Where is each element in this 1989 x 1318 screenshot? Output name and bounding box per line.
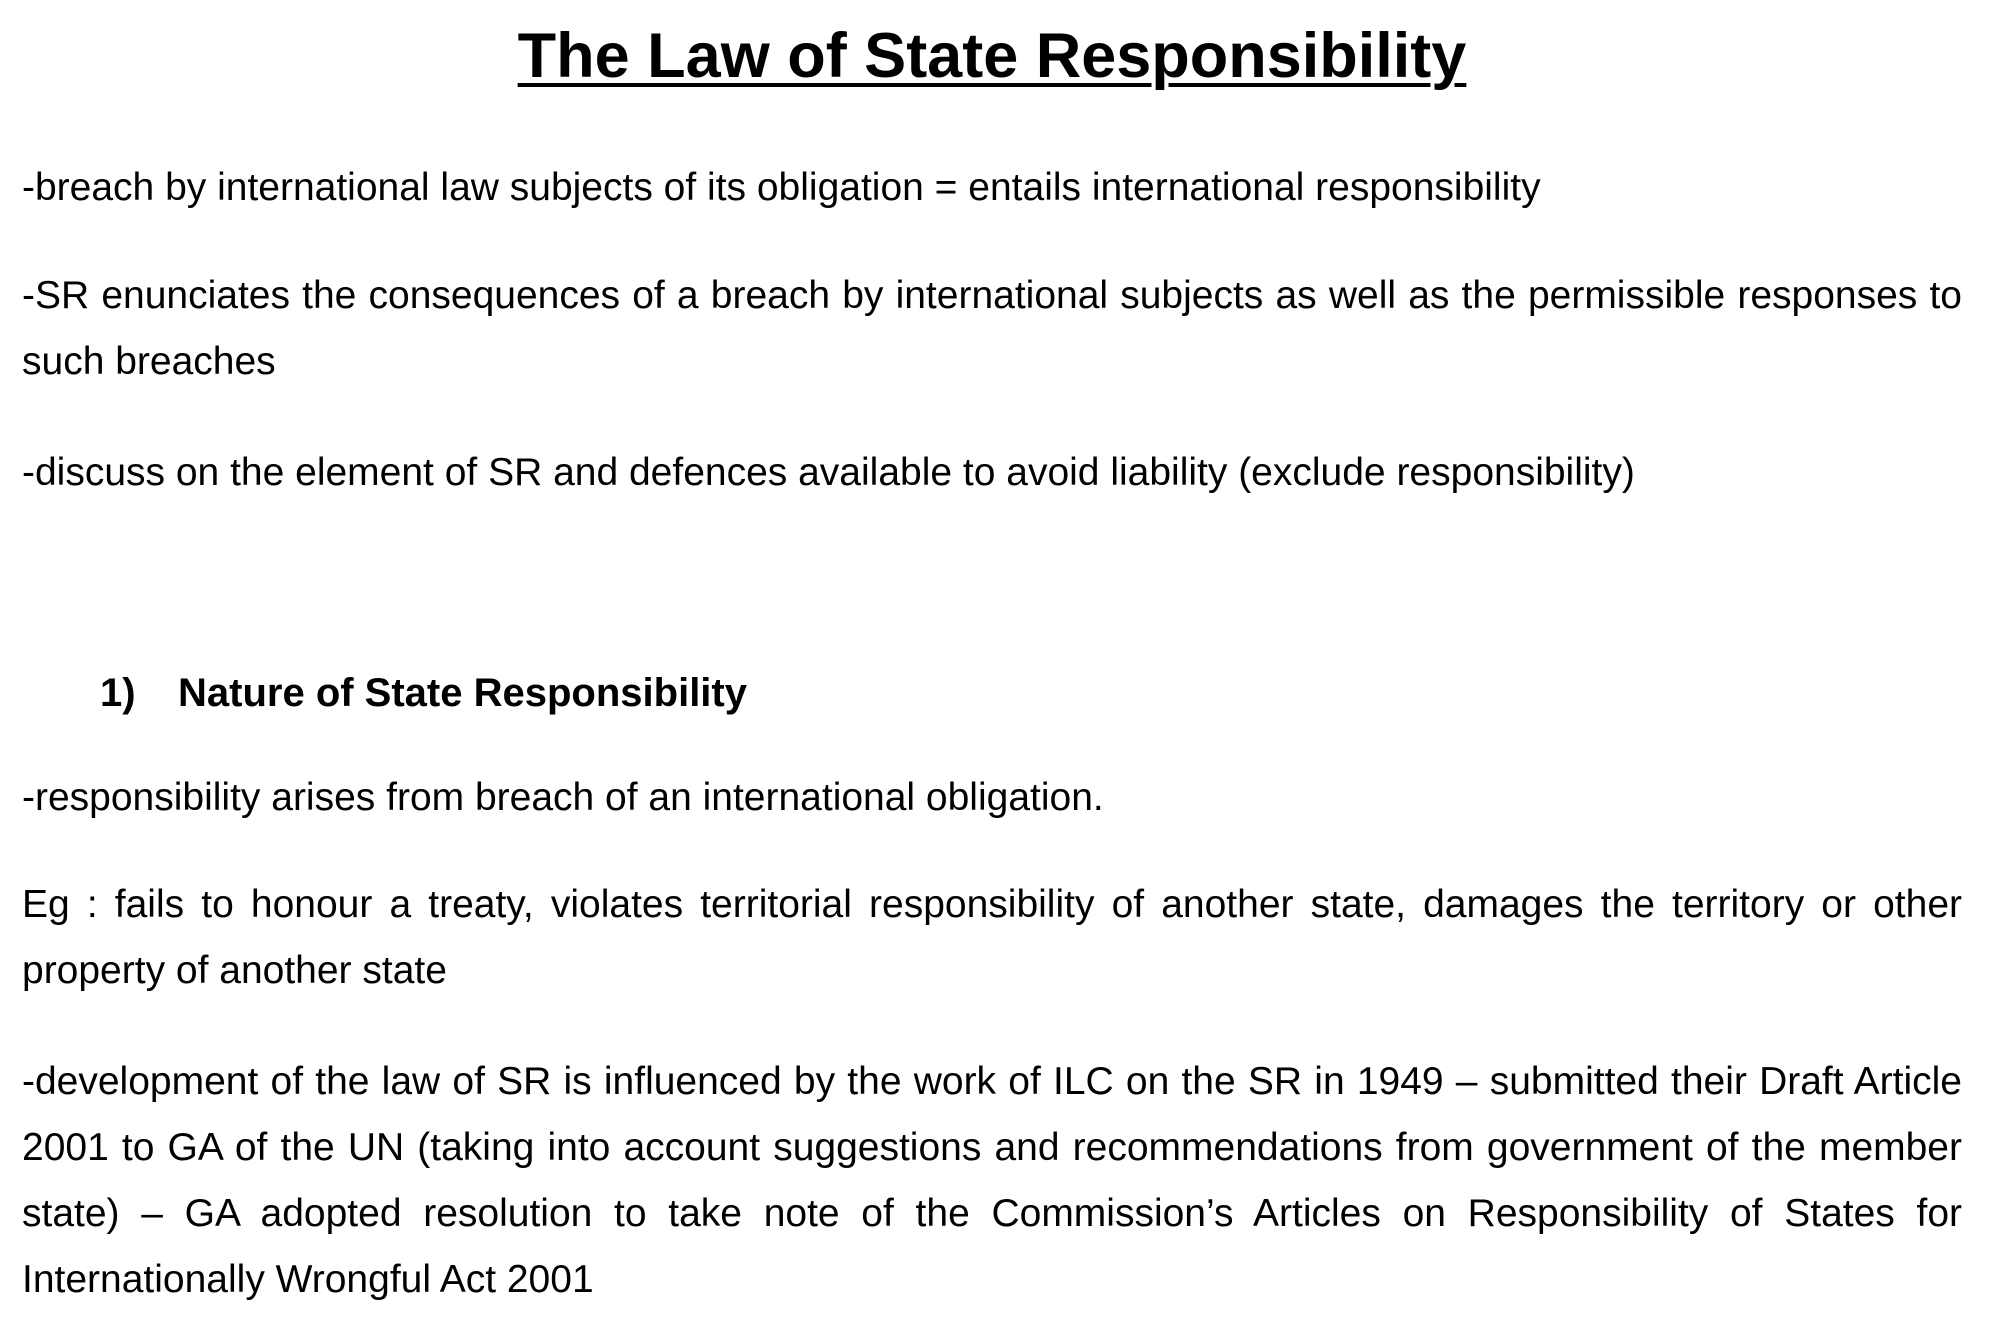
intro-paragraph-breach: -breach by international law subjects of its obligation = entails international responsibility	[22, 166, 1541, 209]
intro-paragraph-consequences: -SR enunciates the consequences of a breach by international subjects as well as the permissible responses to such breaches	[22, 274, 1962, 383]
document-page	[22, 0, 1962, 1318]
section-heading-nature	[100, 660, 747, 726]
section-number: 1)	[100, 671, 136, 715]
section-heading-text: Nature of State Responsibility	[178, 671, 747, 715]
section-paragraph-example: Eg : fails to honour a treaty, violates territorial responsibility of another state, damages the territory or other property of another state	[22, 883, 1962, 992]
section-paragraph-development: -development of the law of SR is influenced by the work of ILC on the SR in 1949 – submitted their Draft Article 2001 to GA of the UN (taking into account suggestions and recommendations from government of the member state) – GA adopted resolution to take note of the Commission’s Articles on Responsibility of States for Internationally Wrongful Act 2001	[22, 1060, 1962, 1301]
intro-paragraph-defences: -discuss on the element of SR and defences available to avoid liability (exclude responsibility)	[22, 451, 1635, 494]
document-title: The Law of State Responsibility	[517, 21, 1467, 91]
section-paragraph-arises: -responsibility arises from breach of an international obligation.	[22, 776, 1104, 819]
